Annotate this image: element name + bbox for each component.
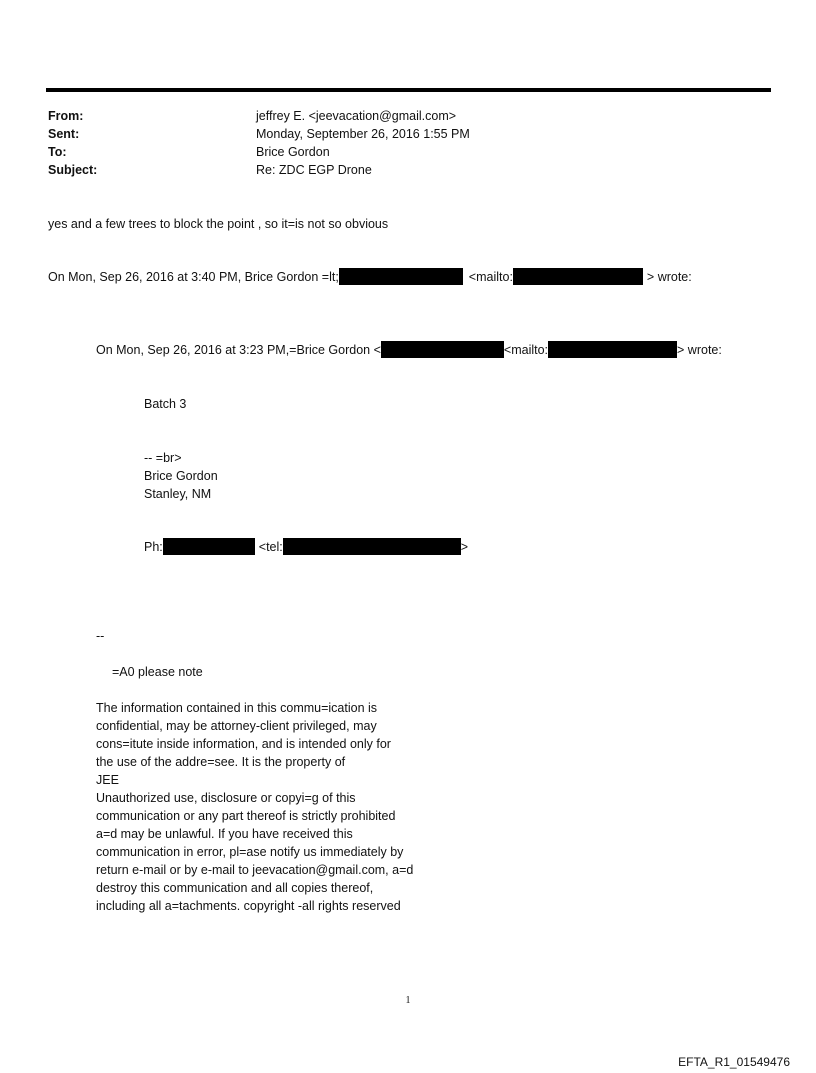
disclaimer-line: cons=itute inside information, and is intended only for	[96, 737, 391, 751]
quote1-prefix: On Mon, Sep 26, 2016 at 3:40 PM, Brice Gordon =lt;	[48, 270, 339, 284]
quote2-suffix: > wrote:	[677, 343, 722, 357]
disclaimer-line: destroy this communication and all copies thereof,	[96, 881, 374, 895]
quote2-prefix: On Mon, Sep 26, 2016 at 3:23 PM,=Brice Gordon <	[96, 343, 381, 357]
disclaimer-separator: --	[96, 629, 105, 643]
tel-label: <tel:	[258, 540, 283, 554]
signature-location: Stanley, NM	[144, 487, 212, 501]
disclaimer-line: Unauthorized use, disclosure or copyi=g of this	[96, 791, 356, 805]
to-value: Brice Gordon	[256, 145, 330, 159]
quote1-line	[48, 268, 692, 286]
subject-value: Re: ZDC EGP Drone	[256, 163, 372, 177]
quote1-suffix: > wrote:	[646, 270, 692, 284]
signature-name: Brice Gordon	[144, 469, 218, 483]
redaction-block	[283, 538, 461, 555]
to-label: To:	[48, 145, 67, 159]
batch-text: Batch 3	[144, 397, 187, 411]
tel-close: >	[460, 540, 469, 554]
disclaimer-line: return e-mail or by e-mail to jeevacation@gmail.com, a=d	[96, 863, 414, 877]
please-note: =A0 please note	[112, 665, 203, 679]
disclaimer-line: The information contained in this commu=ication is	[96, 701, 378, 715]
quote2-mailto: <mailto:	[503, 343, 549, 357]
disclaimer-line: the use of the addre=see. It is the property of	[96, 755, 346, 769]
disclaimer-line: confidential, may be attorney-client privileged, may	[96, 719, 377, 733]
phone-line	[144, 538, 468, 556]
quote2-line	[96, 341, 722, 359]
from-value: jeffrey E. <jeevacation@gmail.com>	[256, 109, 457, 123]
page-number: 1	[405, 995, 411, 1006]
disclaimer-line: communication in error, pl=ase notify us immediately by	[96, 845, 404, 859]
sent-value: Monday, September 26, 2016 1:55 PM	[256, 127, 470, 141]
disclaimer-paragraph	[96, 699, 413, 915]
subject-label: Subject:	[48, 163, 98, 177]
disclaimer-line: communication or any part thereof is strictly prohibited	[96, 809, 396, 823]
redaction-block	[381, 341, 504, 358]
redaction-block	[163, 538, 255, 555]
signature-separator: -- =br>	[144, 451, 182, 465]
from-label: From:	[48, 109, 84, 123]
disclaimer-line: including all a=tachments. copyright -all rights reserved	[96, 899, 401, 913]
redaction-block	[339, 268, 463, 285]
document-id: EFTA_R1_01549476	[678, 1055, 790, 1069]
quote1-mailto: <mailto:	[468, 270, 513, 284]
header-rule	[46, 88, 771, 92]
disclaimer-line: a=d may be unlawful. If you have received this	[96, 827, 353, 841]
disclaimer-line: JEE	[96, 773, 119, 787]
reply-line: yes and a few trees to block the point , so it=is not so obvious	[48, 217, 389, 231]
phone-label: Ph:	[144, 540, 163, 554]
redaction-block	[513, 268, 643, 285]
redaction-block	[548, 341, 677, 358]
sent-label: Sent:	[48, 127, 80, 141]
